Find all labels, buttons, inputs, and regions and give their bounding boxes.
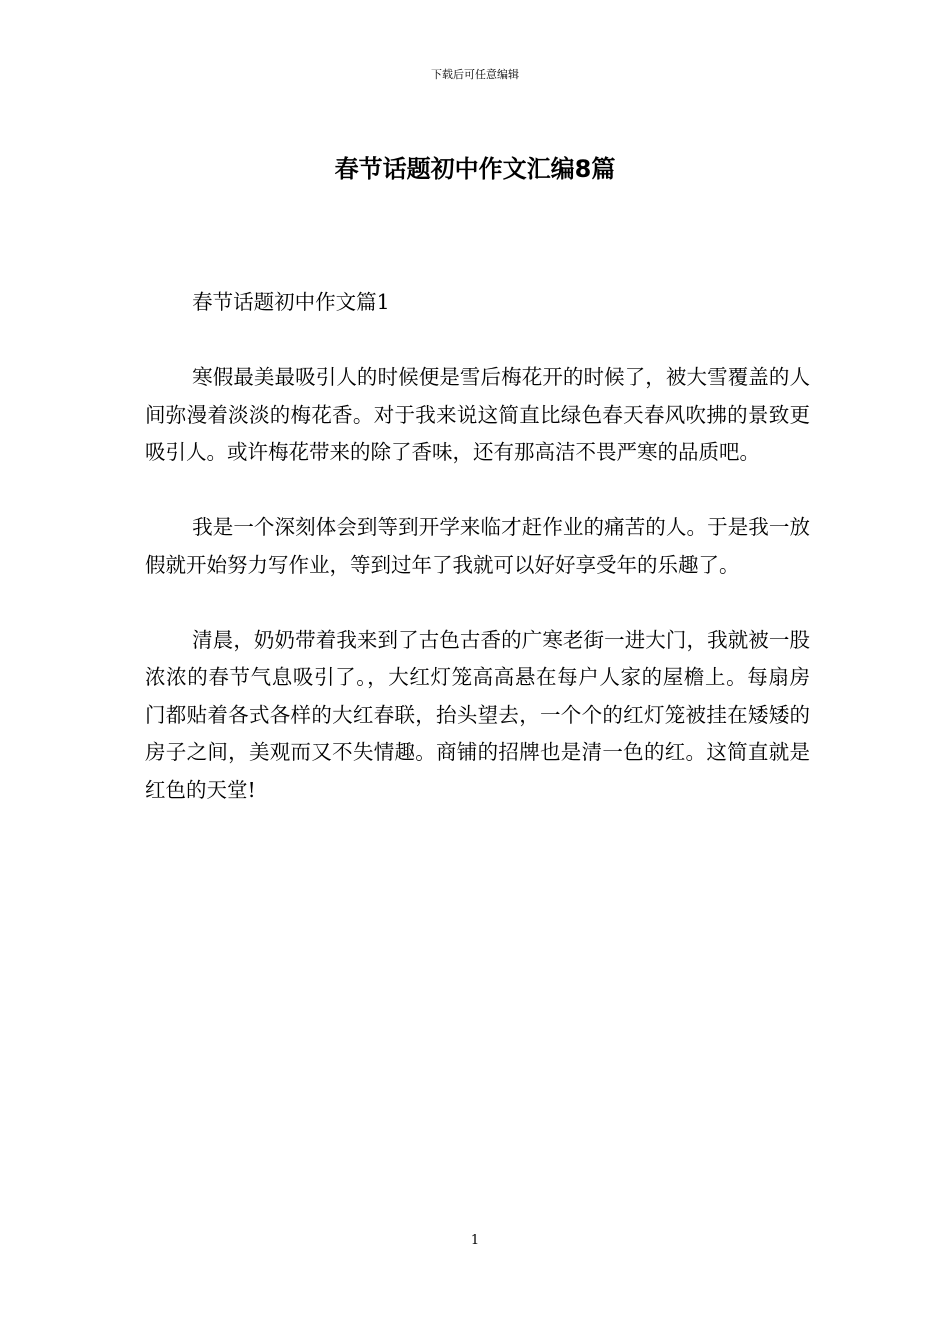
header-note: 下载后可任意编辑 bbox=[431, 68, 519, 81]
document-title: 春节话题初中作文汇编8篇 bbox=[334, 155, 616, 183]
paragraph-2: 我是一个深刻体会到等到开学来临才赶作业的痛苦的人。于是我一放假就开始努力写作业，等到过年了我就可以好好享受年的乐趣了。 bbox=[145, 515, 810, 577]
page-number: 1 bbox=[470, 1233, 480, 1248]
document-body bbox=[145, 284, 810, 809]
paragraph-3: 清晨，奶奶带着我来到了古色古香的广寒老街一进大门，我就被一股浓浓的春节气息吸引了。，大红灯笼高高悬在每户人家的屋檐上。每扇房门都贴着各式各样的大红春联，抬头望去，一个个的红灯笼被挂在矮矮的房子之间，美观而又不失情趣。商铺的招牌也是清一色的红。这简直就是红色的天堂! bbox=[145, 627, 810, 802]
paragraph-1: 寒假最美最吸引人的时候便是雪后梅花开的时候了，被大雪覆盖的人间弥漫着淡淡的梅花香。对于我来说这简直比绿色春天春风吹拂的景致更吸引人。或许梅花带来的除了香味，还有那高洁不畏严寒的品质吧。 bbox=[145, 365, 810, 464]
section-heading: 春节话题初中作文篇1 bbox=[192, 290, 390, 314]
